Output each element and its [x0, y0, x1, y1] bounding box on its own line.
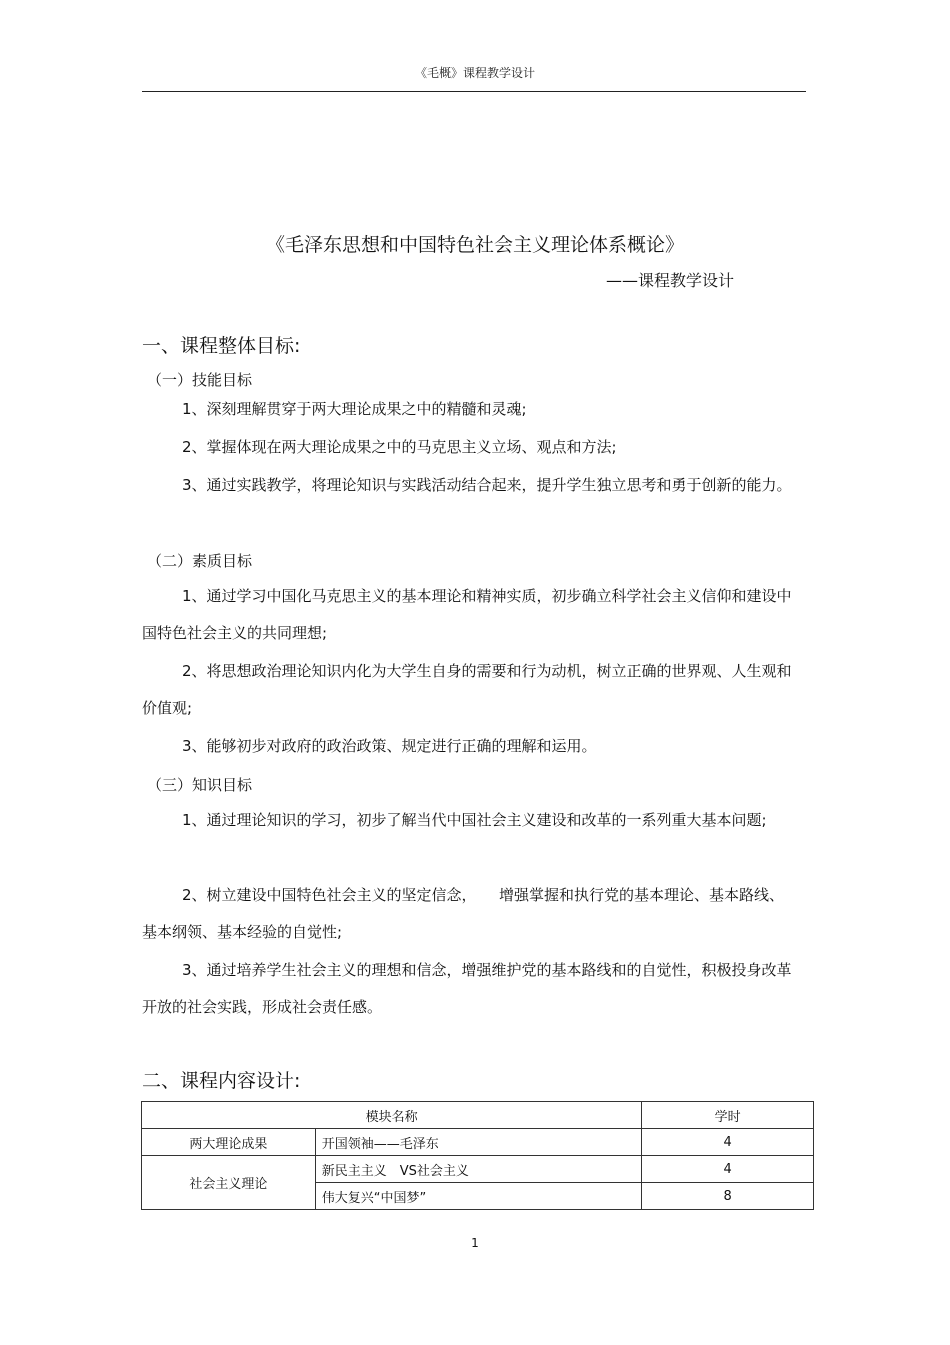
table-cell-hours: 4 [642, 1156, 814, 1183]
subheading-quality-goals: （二）素质目标 [147, 552, 253, 570]
column-header-hours: 学时 [642, 1102, 814, 1129]
subheading-knowledge-goals: （三）知识目标 [147, 776, 253, 794]
skill-goal-item: 3、通过实践教学，将理论知识与实践活动结合起来，提升学生独立思考和勇于创新的能力。 [182, 476, 792, 494]
document-subtitle: ——课程教学设计 [606, 271, 735, 290]
knowledge-goal-item: 3、通过培养学生社会主义的理想和信念，增强维护党的基本路线和的自觉性，积极投身改革开放的社会实践，形成社会责任感。 [142, 961, 792, 1016]
knowledge-goal-item: 1、通过理论知识的学习，初步了解当代中国社会主义建设和改革的一系列重大基本问题; [182, 811, 767, 829]
subheading-skill-goals: （一）技能目标 [147, 371, 253, 389]
quality-goal-item: 2、将思想政治理论知识内化为大学生自身的需要和行为动机，树立正确的世界观、人生观和价值观; [142, 662, 792, 717]
table-cell-module: 开国领袖——毛泽东 [315, 1129, 642, 1156]
quality-goal-item: 3、能够初步对政府的政治政策、规定进行正确的理解和运用。 [182, 737, 597, 755]
knowledge-goal-item: 2、树立建设中国特色社会主义的坚定信念， 增强掌握和执行党的基本理论、基本路线、基本纲领、基本经验的自觉性; [142, 886, 785, 941]
table-cell-hours: 8 [642, 1183, 814, 1210]
skill-goal-item: 2、掌握体现在两大理论成果之中的马克思主义立场、观点和方法; [182, 438, 617, 456]
table-cell-group: 社会主义理论 [142, 1156, 316, 1210]
course-content-table [141, 1101, 814, 1210]
table-header-row [142, 1102, 814, 1129]
table-cell-hours: 4 [642, 1129, 814, 1156]
quality-goal-item: 1、通过学习中国化马克思主义的基本理论和精神实质，初步确立科学社会主义信仰和建设中国特色社会主义的共同理想; [142, 587, 792, 642]
table-cell-module: 伟大复兴“中国梦” [315, 1183, 642, 1210]
section-heading-content-design: 二、课程内容设计: [142, 1070, 301, 1092]
skill-goal-item: 1、深刻理解贯穿于两大理论成果之中的精髓和灵魂; [182, 400, 527, 418]
header-rule [142, 91, 806, 92]
table-row [142, 1129, 814, 1156]
table-cell-module: 新民主主义 VS社会主义 [315, 1156, 642, 1183]
table-cell-group: 两大理论成果 [142, 1129, 316, 1156]
page-number: 1 [471, 1236, 479, 1250]
table-row [142, 1156, 814, 1183]
document-title: 《毛泽东思想和中国特色社会主义理论体系概论》 [265, 234, 684, 256]
column-header-module: 模块名称 [142, 1102, 642, 1129]
section-heading-course-goals: 一、课程整体目标: [142, 335, 301, 357]
page-header: 《毛概》课程教学设计 [414, 66, 535, 80]
